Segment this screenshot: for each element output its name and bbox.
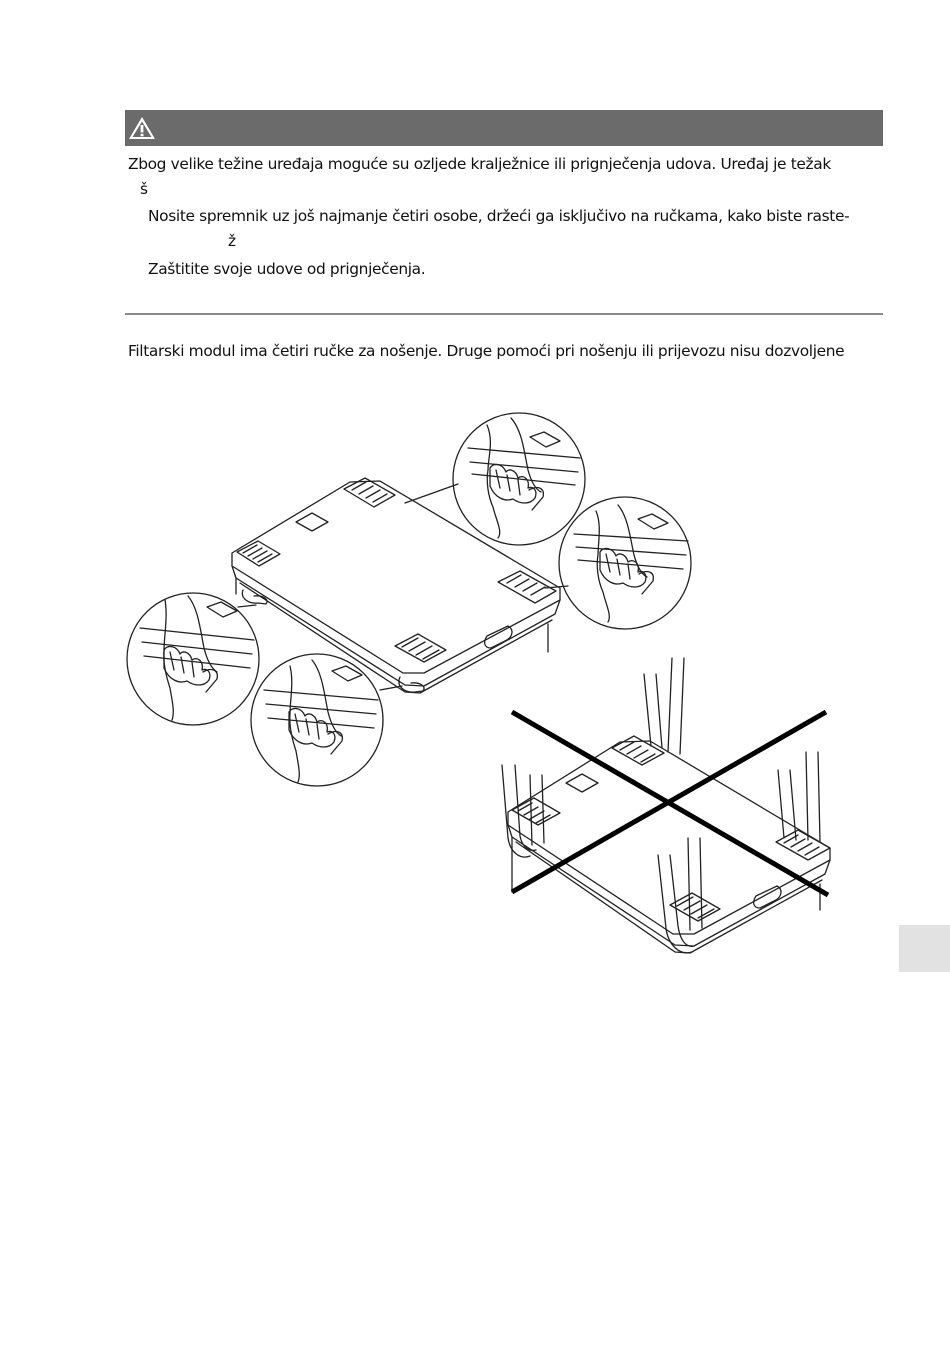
warning-item-2: Zaštitite svoje udove od prignječenja. [148, 260, 426, 278]
carry-by-handles-illustration [127, 413, 691, 786]
body-paragraph: Filtarski modul ima četiri ručke za nošenje. Druge pomoći pri nošenju ili prijevozu nisu dozvoljene [128, 342, 845, 360]
warning-item-1-line-2: ž [228, 232, 236, 250]
warning-intro-line-2: š [140, 180, 148, 198]
page-side-tab [899, 925, 950, 972]
warning-item-1-line-1: Nosite spremnik uz još najmanje četiri osobe, držeći ga isključivo na ručkama, kako biste raste- [148, 207, 850, 225]
warning-intro-line-1: Zbog velike težine uređaja moguće su ozljede kralježnice ili prignječenja udova. Uređaj je težak [128, 155, 831, 173]
